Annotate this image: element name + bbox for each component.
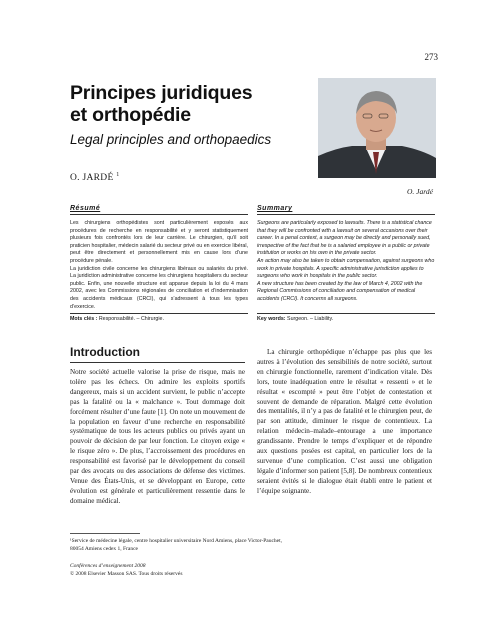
abstract-fr-rule bbox=[70, 214, 248, 215]
page-number: 273 bbox=[424, 52, 438, 62]
author-affiliation-mark: 1 bbox=[116, 172, 120, 178]
abstract-en-rule bbox=[257, 214, 435, 215]
keywords-fr-values: Responsabilité. – Chirurgie. bbox=[98, 316, 164, 322]
abstract-en-heading: Summary bbox=[257, 205, 293, 212]
article-title bbox=[70, 82, 300, 126]
abstract-en-body bbox=[257, 220, 435, 304]
abstract-en-paragraph-3: A new structure has been created by the law of March 4, 2002 with the Regional Commissions of conciliation and compensation of medical accidents (CRCI). It concerns all surgeons. bbox=[257, 280, 423, 302]
author bbox=[70, 172, 120, 183]
abstract-en-paragraph-1: Surgeons are particularly exposed to lawsuits. There is a statistical chance that they will be confronted with a lawsuit on several occasions over their career. In a penal context, a surgeon may be directly and personally sued, irrespective of the fact that he is a salaried employee in a public or private institution or works on his own in the private sector. bbox=[257, 220, 432, 257]
title-line-1: Principes juridiques bbox=[70, 82, 253, 104]
abstract-en-paragraph-2: An action may also be taken to obtain compensation, against surgeons who work in private hospitals. A specific administrative jurisdiction applies to surgeons who work in hospitals in the public sector. bbox=[257, 257, 435, 280]
article-subtitle: Legal principles and orthopaedics bbox=[70, 132, 272, 147]
journal-copyright: © 2008 Elsevier Masson SAS. Tous droits réservés bbox=[70, 570, 183, 577]
footnote-rule bbox=[70, 533, 140, 534]
abstract-fr-paragraph-2: La juridiction civile concerne les chirurgiens libéraux ou salariés du privé. La juridiction administrative concerne les chirurgiens hospitaliers du secteur public. Enfin, une nouvelle structure est apparue depuis la loi du 4 mars 2002, avec les Commissions régionales de conciliation et d’indemnisation des accidents médicaux (CRCI), qui s’adressent à tous les types d’exercice. bbox=[70, 265, 248, 310]
author-photo bbox=[318, 78, 436, 178]
author-portrait-image bbox=[318, 78, 436, 178]
body-column-right: La chirurgie orthopédique n’échappe pas plus que les autres à l’évolution des sensibilités de notre société, surtout en chirurgie fonctionnelle, rarement d’indication vitale. Dès lors, toute inadéquation entre le résultat « ressenti » et le résultat « escompté » peut être l’objet de contestation et souvent de demande de réparation. Malgré cette évolution des mentalités, il n’y a pas de fatalité et le chirurgien peut, de par son attitude, diminuer le risque de contentieux. La relation médecin–malade–entourage a une importance grandissante. Prendre le temps d’expliquer et de répondre aux questions posées est capital, en particulier lors de la survenue d’une complication. C’est aussi une obligation légale d’informer son patient [5,8]. De nombreux contentieux seraient évités si le dialogue était établi entre le patient et l’équipe soignante. bbox=[257, 348, 432, 495]
abstract-fr-paragraph-1: Les chirurgiens orthopédistes sont particulièrement exposés aux procédures de recherche en responsabilité et y seront statistiquement plusieurs fois confrontés lors de leur carrière. Le chirurgien, qu’il soit praticien hospitalier, médecin salarié du secteur privé ou en exercice libéral, peut être directement et personnellement mis en cause lors d’une procédure pénale. bbox=[70, 220, 248, 264]
keywords-en-values: Surgeon. – Liability. bbox=[287, 316, 334, 322]
keywords-fr bbox=[70, 313, 248, 322]
keywords-en-label: Key words: bbox=[257, 316, 286, 322]
keywords-fr-label: Mots clés : bbox=[70, 316, 98, 322]
keywords-en bbox=[257, 313, 435, 322]
footnote bbox=[70, 537, 430, 553]
body-column-left: Notre société actuelle valorise la prise de risque, mais ne tolère pas les échecs. On admire les exploits sportifs dangereux, mais si un accident survient, le public n’accepte pas la fatalité ou la « malchance ». Tout dommage doit forcément résulter d’une faute [1]. On note un mouvement de la population en faveur d’une recherche en responsabilité systématique de tous les acteurs publics ou privés ayant un pouvoir de décision de par leur fonction. Le citoyen exige « le risque zéro ». De plus, l’accroissement des procédures en responsabilité est favorisé par le développement du conseil par des avocats ou des associations de défense des victimes. Venue des États-Unis, et se développant en Europe, cette évolution est générale et particulièrement ressentie dans le domaine médical. bbox=[70, 368, 245, 505]
title-line-2: et orthopédie bbox=[70, 104, 191, 126]
journal-info bbox=[70, 563, 182, 579]
photo-caption: O. Jardé bbox=[407, 187, 433, 196]
section-heading-introduction: Introduction bbox=[70, 345, 140, 359]
footnote-line-1: ¹Service de médecine légale, centre hospitalier universitaire Nord Amiens, place Victor-Pauchet, bbox=[70, 538, 283, 544]
author-name: O. JARDÉ bbox=[70, 173, 114, 184]
journal-name: Conférences d’enseignement 2008 bbox=[70, 563, 146, 569]
abstract-fr-body bbox=[70, 220, 248, 311]
section-rule bbox=[70, 362, 245, 363]
abstract-fr-heading: Résumé bbox=[70, 205, 101, 212]
footnote-line-2: 80054 Amiens cedex 1, France bbox=[70, 546, 138, 552]
